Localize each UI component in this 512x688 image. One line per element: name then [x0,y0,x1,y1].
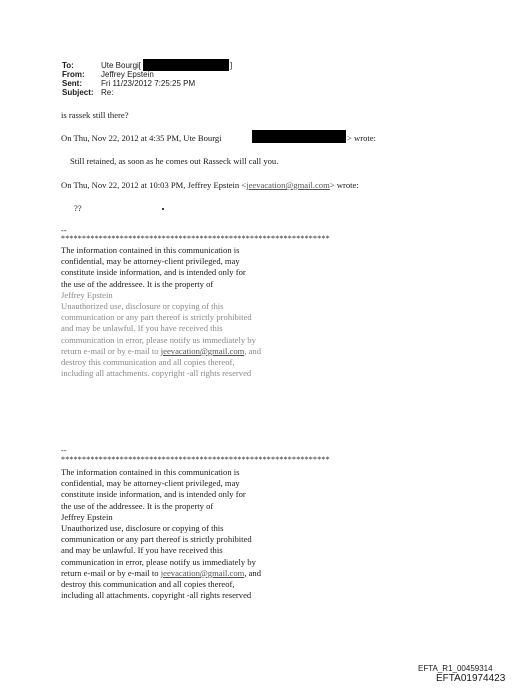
signature-dashes: -- [61,446,67,455]
reply-line: Still retained, as soon as he comes out Rasseck will call you. [70,156,279,166]
redaction-box [143,59,229,71]
redaction-box [252,130,346,143]
sent-label: Sent: [62,79,82,88]
reply-line-2: ?? [74,203,82,213]
message-line: is rassek still there? [61,110,129,120]
from-value: Jeffrey Epstein [101,70,154,79]
bates-number: EFTA_R1_00459314 [418,664,493,673]
to-tail: ] [230,61,233,70]
star-separator: **************************************************************** [61,234,330,243]
disclaimer-block: The information contained in this communication is confidential, may be attorney-client privileged, may constitute inside information, and is intended only for the use of the addressee. It is the property of Jeffrey Epstein Unauthorized use, disclosure or copying of this communication or any part thereof is strictly prohibited and may be unlawful. If you have received this communication in error, please notify us immediately by return e-mail or by e-mail to jeevacation@gmail.com, and destroy this communication and all copies thereof, including all attachments. copyright -all rights reserved [61,467,262,601]
signature-dashes: -- [61,226,67,235]
quote-header-2: On Thu, Nov 22, 2012 at 10:03 PM, Jeffrey Epstein <jeevacation@gmail.com> wrote: [61,180,359,190]
bates-number-secondary: EFTA01974423 [436,673,506,684]
stray-mark [162,208,164,210]
quote-header-1-suffix: > wrote: [347,133,376,143]
to-label: To: [62,61,74,70]
star-separator: **************************************************************** [61,455,330,464]
email-link[interactable]: jeevacation@gmail.com [160,567,245,578]
subject-label: Subject: [62,88,94,97]
to-value: Ute Bourgi[ [101,61,142,70]
from-label: From: [62,70,85,79]
disclaimer-block: The information contained in this communication is confidential, may be attorney-client privileged, may constitute inside information, and is intended only for the use of the addressee. It is the property of Jeffrey Epstein Unauthorized use, disclosure or copying of this communication or any part thereof is strictly prohibited and may be unlawful. If you have received this communication in error, please notify us immediately by return e-mail or by e-mail to jeevacation@gmail.com, and destroy this communication and all copies thereof, including all attachments. copyright -all rights reserved [61,245,262,379]
sent-value: Fri 11/23/2012 7:25:25 PM [101,79,196,88]
email-link[interactable]: jeevacation@gmail.com [160,345,245,356]
quote-header-1: On Thu, Nov 22, 2012 at 4:35 PM, Ute Bourgi [61,133,222,143]
subject-value: Re: [101,88,114,97]
email-link[interactable]: jeevacation@gmail.com [246,180,330,190]
